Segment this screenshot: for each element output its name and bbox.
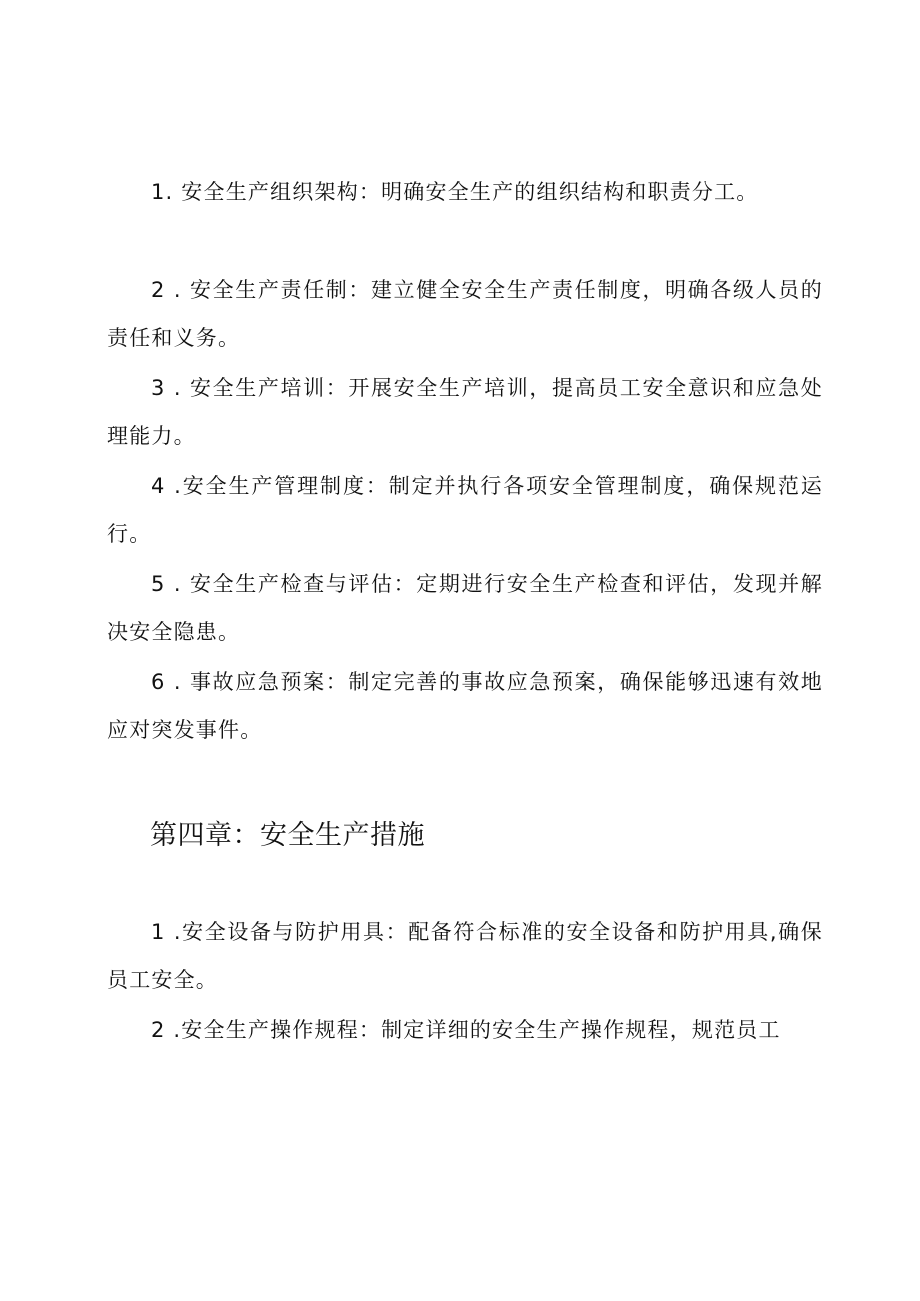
chapter4-heading: 第四章：安全生产措施 <box>150 820 425 851</box>
section3-item-4: 4 .安全生产管理制度：制定并执行各项安全管理制度，确保规范运行。 <box>107 474 823 546</box>
section3-item-3: 3 . 安全生产培训：开展安全生产培训，提高员工安全意识和应急处理能力。 <box>107 376 823 448</box>
section3-item-5: 5 . 安全生产检查与评估：定期进行安全生产检查和评估，发现并解决安全隐患。 <box>107 572 823 644</box>
section3-item-6: 6 . 事故应急预案：制定完善的事故应急预案，确保能够迅速有效地应对突发事件。 <box>107 670 823 742</box>
chapter4-item-1: 1 .安全设备与防护用具：配备符合标准的安全设备和防护用具,确保员工安全。 <box>107 920 823 992</box>
section3-item-1: 1. 安全生产组织架构：明确安全生产的组织结构和职责分工。 <box>151 180 759 204</box>
chapter4-item-2: 2 .安全生产操作规程：制定详细的安全生产操作规程，规范员工 <box>151 1018 781 1042</box>
section3-item-2: 2 . 安全生产责任制：建立健全安全生产责任制度，明确各级人员的责任和义务。 <box>107 278 823 350</box>
